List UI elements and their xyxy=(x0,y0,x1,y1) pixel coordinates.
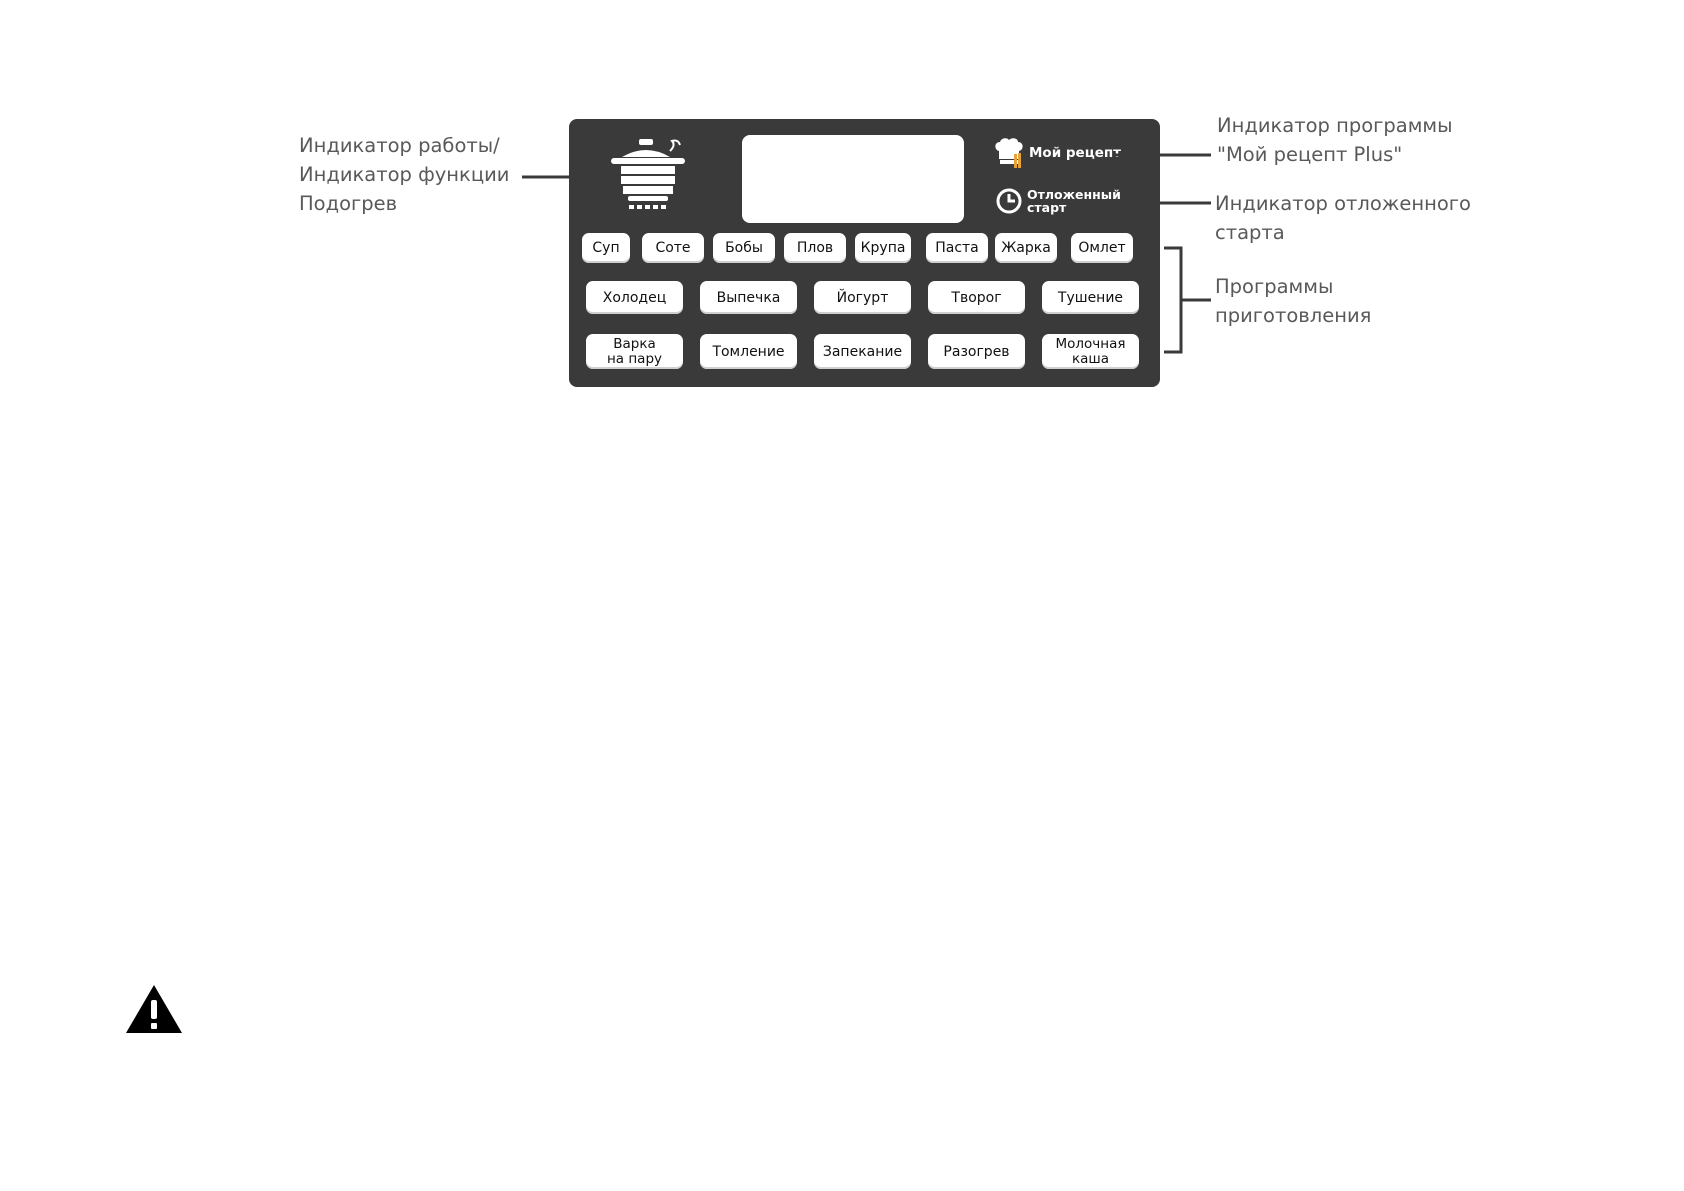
program-button-casserole[interactable]: Запекание xyxy=(814,334,911,369)
callout-line: Индикатор функции xyxy=(299,163,510,186)
clock-icon xyxy=(996,188,1022,214)
delayed-start-label-line: старт xyxy=(1027,200,1067,215)
program-button-milk-porridge[interactable]: Молочная каша xyxy=(1042,334,1139,369)
program-button-reheat[interactable]: Разогрев xyxy=(928,334,1025,369)
callout-my-recipe-indicator xyxy=(1217,111,1453,169)
program-button-pasta[interactable]: Паста xyxy=(926,233,988,263)
callout-line: Индикатор отложенного xyxy=(1215,192,1471,215)
callout-cooking-programs xyxy=(1215,272,1371,330)
program-button-yogurt[interactable]: Йогурт xyxy=(814,281,911,314)
callout-line: Индикатор программы xyxy=(1217,114,1453,137)
callout-work-indicator xyxy=(299,131,509,218)
program-button-frying[interactable]: Жарка xyxy=(995,233,1057,263)
delayed-start-indicator xyxy=(996,188,1121,214)
program-button-simmering[interactable]: Томление xyxy=(700,334,797,369)
callout-line: приготовления xyxy=(1215,304,1372,327)
chef-hat-icon xyxy=(992,137,1026,169)
callout-delayed-start-indicator xyxy=(1215,189,1471,247)
program-button-steaming[interactable]: Варка на пару xyxy=(586,334,683,369)
callout-line: Программы xyxy=(1215,275,1334,298)
my-recipe-label: Мой рецепт xyxy=(1029,145,1122,161)
callout-line: Подогрев xyxy=(299,192,398,215)
callout-line: Индикатор работы/ xyxy=(299,134,500,157)
program-button-stewing[interactable]: Тушение xyxy=(1042,281,1139,314)
display-screen xyxy=(742,135,964,223)
callout-line: "Мой рецепт Plus" xyxy=(1217,143,1403,166)
program-button-soup[interactable]: Суп xyxy=(582,233,630,263)
program-button-aspic[interactable]: Холодец xyxy=(586,281,683,314)
warning-triangle-icon xyxy=(124,983,184,1035)
program-button-baking[interactable]: Выпечка xyxy=(700,281,797,314)
my-recipe-indicator xyxy=(992,137,1121,169)
program-button-grains[interactable]: Крупа xyxy=(855,233,911,263)
cooker-pot-icon xyxy=(606,137,690,213)
callout-line: старта xyxy=(1215,221,1285,244)
bracket-programs xyxy=(1164,248,1181,352)
program-button-pilaf[interactable]: Плов xyxy=(784,233,846,263)
program-button-saute[interactable]: Соте xyxy=(642,233,704,263)
program-button-omelette[interactable]: Омлет xyxy=(1071,233,1133,263)
program-button-cottage-cheese[interactable]: Творог xyxy=(928,281,1025,314)
program-button-beans[interactable]: Бобы xyxy=(713,233,775,263)
control-panel xyxy=(569,119,1160,387)
delayed-start-label-line: Отложенный xyxy=(1027,187,1121,202)
